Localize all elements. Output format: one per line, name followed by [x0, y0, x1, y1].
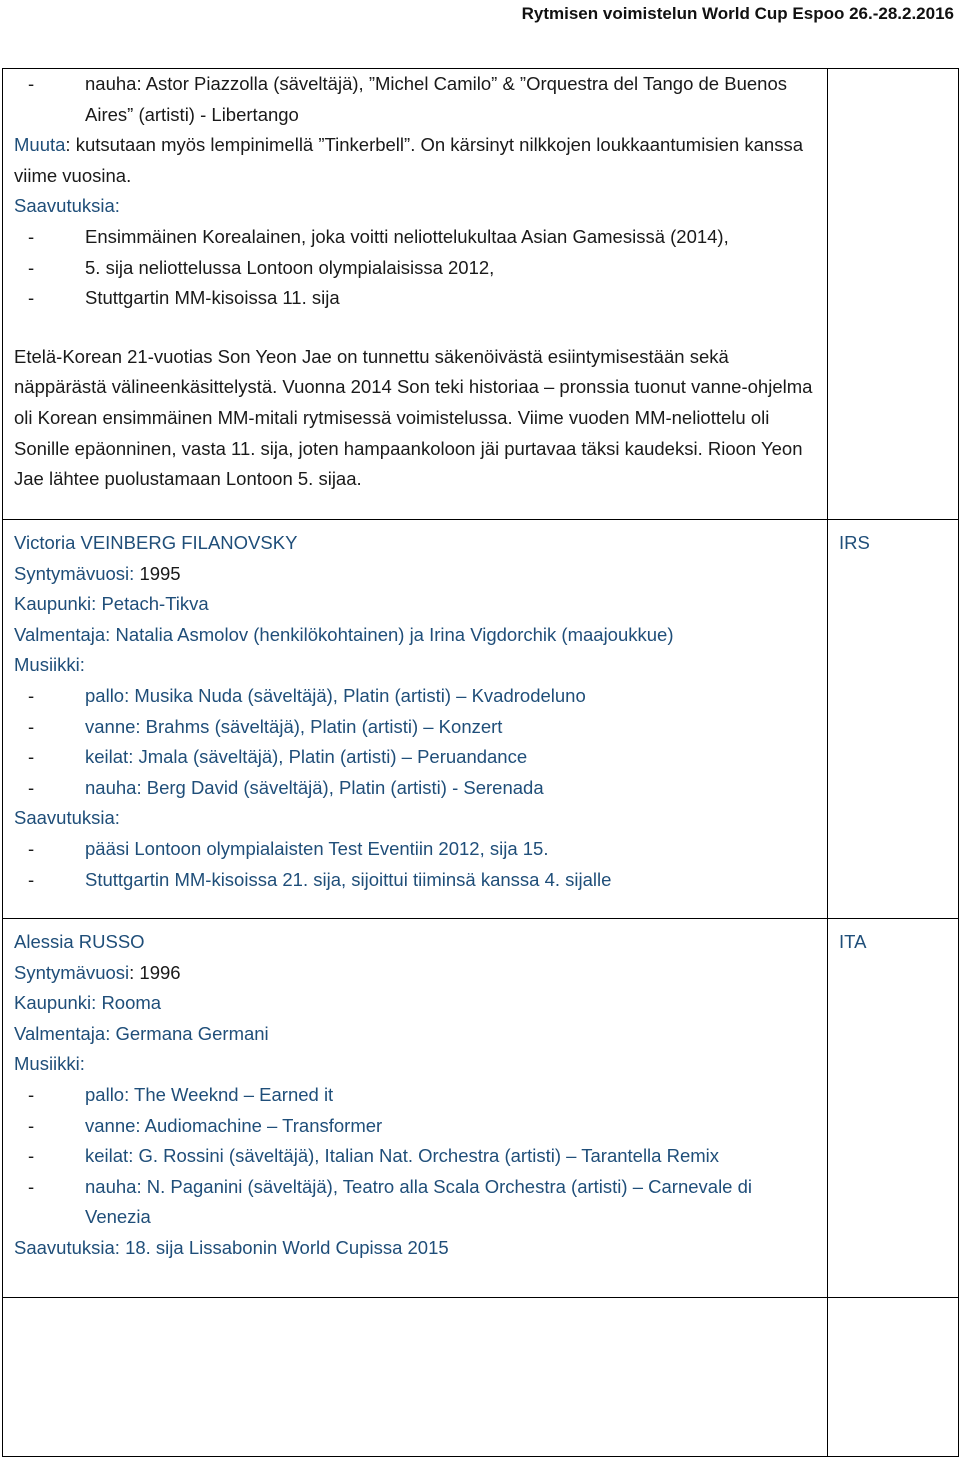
coach-label: Valmentaja: [14, 1022, 106, 1044]
list-item: - nauha: Berg David (säveltäjä), Platin (artisti) - Serenada: [14, 773, 819, 804]
athlete-cell: [3, 919, 828, 1298]
country-cell: [828, 1298, 959, 1457]
list-item: - Stuttgartin MM-kisoissa 21. sija, sijoittui tiiminsä kanssa 4. sijalle: [14, 865, 819, 896]
athlete-name: Victoria VEINBERG FILANOVSKY: [14, 532, 298, 553]
athlete-cell: [3, 1298, 828, 1457]
achievements-label: Saavutuksia:: [14, 807, 120, 829]
birth-line: [14, 559, 819, 590]
table-row: [3, 1298, 959, 1457]
achievements-line: [14, 1233, 819, 1264]
list-item: - keilat: G. Rossini (säveltäjä), Italian Nat. Orchestra (artisti) – Tarantella Remix: [14, 1141, 819, 1172]
note-label: Muuta: [14, 134, 66, 156]
music-item: keilat: Jmala (säveltäjä), Platin (artisti) – Peruandance: [85, 746, 528, 768]
athletes-table: [2, 68, 959, 1457]
athlete-cell: [3, 69, 828, 520]
coach-line: [14, 620, 819, 651]
athlete-name: Alessia RUSSO: [14, 931, 145, 952]
music-item: pallo: The Weeknd – Earned it: [85, 1083, 334, 1105]
city-value: Rooma: [101, 992, 162, 1014]
achievements-label: Saavutuksia:: [14, 195, 120, 217]
coach-line: [14, 1019, 819, 1050]
table-row: [3, 520, 959, 919]
list-item: - vanne: Audiomachine – Transformer: [14, 1111, 819, 1142]
achievement-item: Stuttgartin MM-kisoissa 21. sija, sijoittui tiiminsä kanssa 4. sijalle: [85, 868, 612, 890]
music-item: nauha: Astor Piazzolla (säveltäjä), ”Michel Camilo” & ”Orquestra del Tango de Buenos Aires” (artisti) - Libertango: [85, 73, 787, 125]
achievement-item: pääsi Lontoon olympialaisten Test Eventiin 2012, sija 15.: [85, 837, 549, 859]
achievement-item: Ensimmäinen Korealainen, joka voitti neliottelukultaa Asian Gamesissä (2014),: [85, 225, 729, 247]
list-item: - pääsi Lontoon olympialaisten Test Eventiin 2012, sija 15.: [14, 834, 819, 865]
athlete-cell: [3, 520, 828, 919]
achievements-text: 18. sija Lissabonin World Cupissa 2015: [119, 1236, 449, 1258]
list-item: - pallo: Musika Nuda (säveltäjä), Platin (artisti) – Kvadrodeluno: [14, 681, 819, 712]
music-label: Musiikki:: [14, 654, 85, 676]
birth-line: [14, 958, 819, 989]
country-code: ITA: [839, 931, 867, 952]
coach-value: : Germana Germani: [105, 1022, 269, 1044]
table-row: [3, 919, 959, 1298]
city-label: Kaupunki:: [14, 593, 97, 615]
achievements-label: Saavutuksia:: [14, 1236, 120, 1258]
music-item: vanne: Brahms (säveltäjä), Platin (artisti) – Konzert: [85, 715, 503, 737]
list-item: - keilat: Jmala (säveltäjä), Platin (artisti) – Peruandance: [14, 742, 819, 773]
music-label: Musiikki:: [14, 1053, 85, 1075]
country-cell: [828, 520, 959, 919]
birth-label: Syntymävuosi: [14, 961, 130, 983]
city-line: [14, 988, 819, 1019]
table-row: [3, 69, 959, 520]
list-item: - pallo: The Weeknd – Earned it: [14, 1080, 819, 1111]
city-value: Petach-Tikva: [101, 593, 209, 615]
note-line: [14, 130, 819, 191]
city-line: [14, 589, 819, 620]
birth-label: Syntymävuosi:: [14, 562, 135, 584]
list-item: - Ensimmäinen Korealainen, joka voitti neliottelukultaa Asian Gamesissä (2014),: [14, 222, 819, 253]
city-label: Kaupunki:: [14, 992, 97, 1014]
country-cell: [828, 919, 959, 1298]
country-code: IRS: [839, 532, 870, 553]
music-item: pallo: Musika Nuda (säveltäjä), Platin (artisti) – Kvadrodeluno: [85, 684, 586, 706]
note-text: : kutsutaan myös lempinimellä ”Tinkerbell”. On kärsinyt nilkkojen loukkaantumisien kanssa viime vuosina.: [14, 134, 803, 186]
document-header: Rytmisen voimistelun World Cup Espoo 26.-28.2.2016: [521, 4, 954, 23]
description-paragraph: Etelä-Korean 21-vuotias Son Yeon Jae on tunnettu säkenöivästä esiintymisestään sekä näppärästä välineenkäsittelystä. Vuonna 2014 Son teki historiaa – pronssia tuonut vanne-ohjelma oli Korean ensimmäinen MM-mitali rytmisessä voimistelussa. Viime vuoden MM-neliottelu oli Sonille epäonninen, vasta 11. sija, joten hampaankoloon jäi purtavaa täksi kaudeksi. Rioon Yeon Jae lähtee puolustamaan Lontoon 5. sijaa.: [14, 345, 813, 490]
list-item: - 5. sija neliottelussa Lontoon olympialaisissa 2012,: [14, 253, 819, 284]
music-item: nauha: N. Paganini (säveltäjä), Teatro alla Scala Orchestra (artisti) – Carnevale di Venezia: [85, 1175, 753, 1228]
coach-value: Natalia Asmolov (henkilökohtainen) ja Irina Vigdorchik (maajoukkue): [115, 623, 674, 645]
birth-year: : 1996: [129, 961, 181, 983]
music-item: vanne: Audiomachine – Transformer: [85, 1114, 383, 1136]
achievement-item: Stuttgartin MM-kisoissa 11. sija: [85, 287, 340, 309]
coach-label: Valmentaja:: [14, 623, 111, 645]
country-cell: [828, 69, 959, 520]
list-item: - vanne: Brahms (säveltäjä), Platin (artisti) – Konzert: [14, 712, 819, 743]
birth-year: 1995: [139, 562, 181, 584]
music-item: nauha: Berg David (säveltäjä), Platin (artisti) - Serenada: [85, 776, 544, 798]
music-item: keilat: G. Rossini (säveltäjä), Italian Nat. Orchestra (artisti) – Tarantella Remix: [85, 1145, 720, 1167]
list-item: - nauha: N. Paganini (säveltäjä), Teatro alla Scala Orchestra (artisti) – Carnevale di Venezia: [14, 1172, 819, 1233]
achievement-item: 5. sija neliottelussa Lontoon olympialaisissa 2012,: [85, 256, 495, 278]
list-item: - Stuttgartin MM-kisoissa 11. sija: [14, 283, 819, 314]
list-item: - nauha: Astor Piazzolla (säveltäjä), ”Michel Camilo” & ”Orquestra del Tango de Buenos Aires” (artisti) - Libertango: [14, 69, 819, 130]
